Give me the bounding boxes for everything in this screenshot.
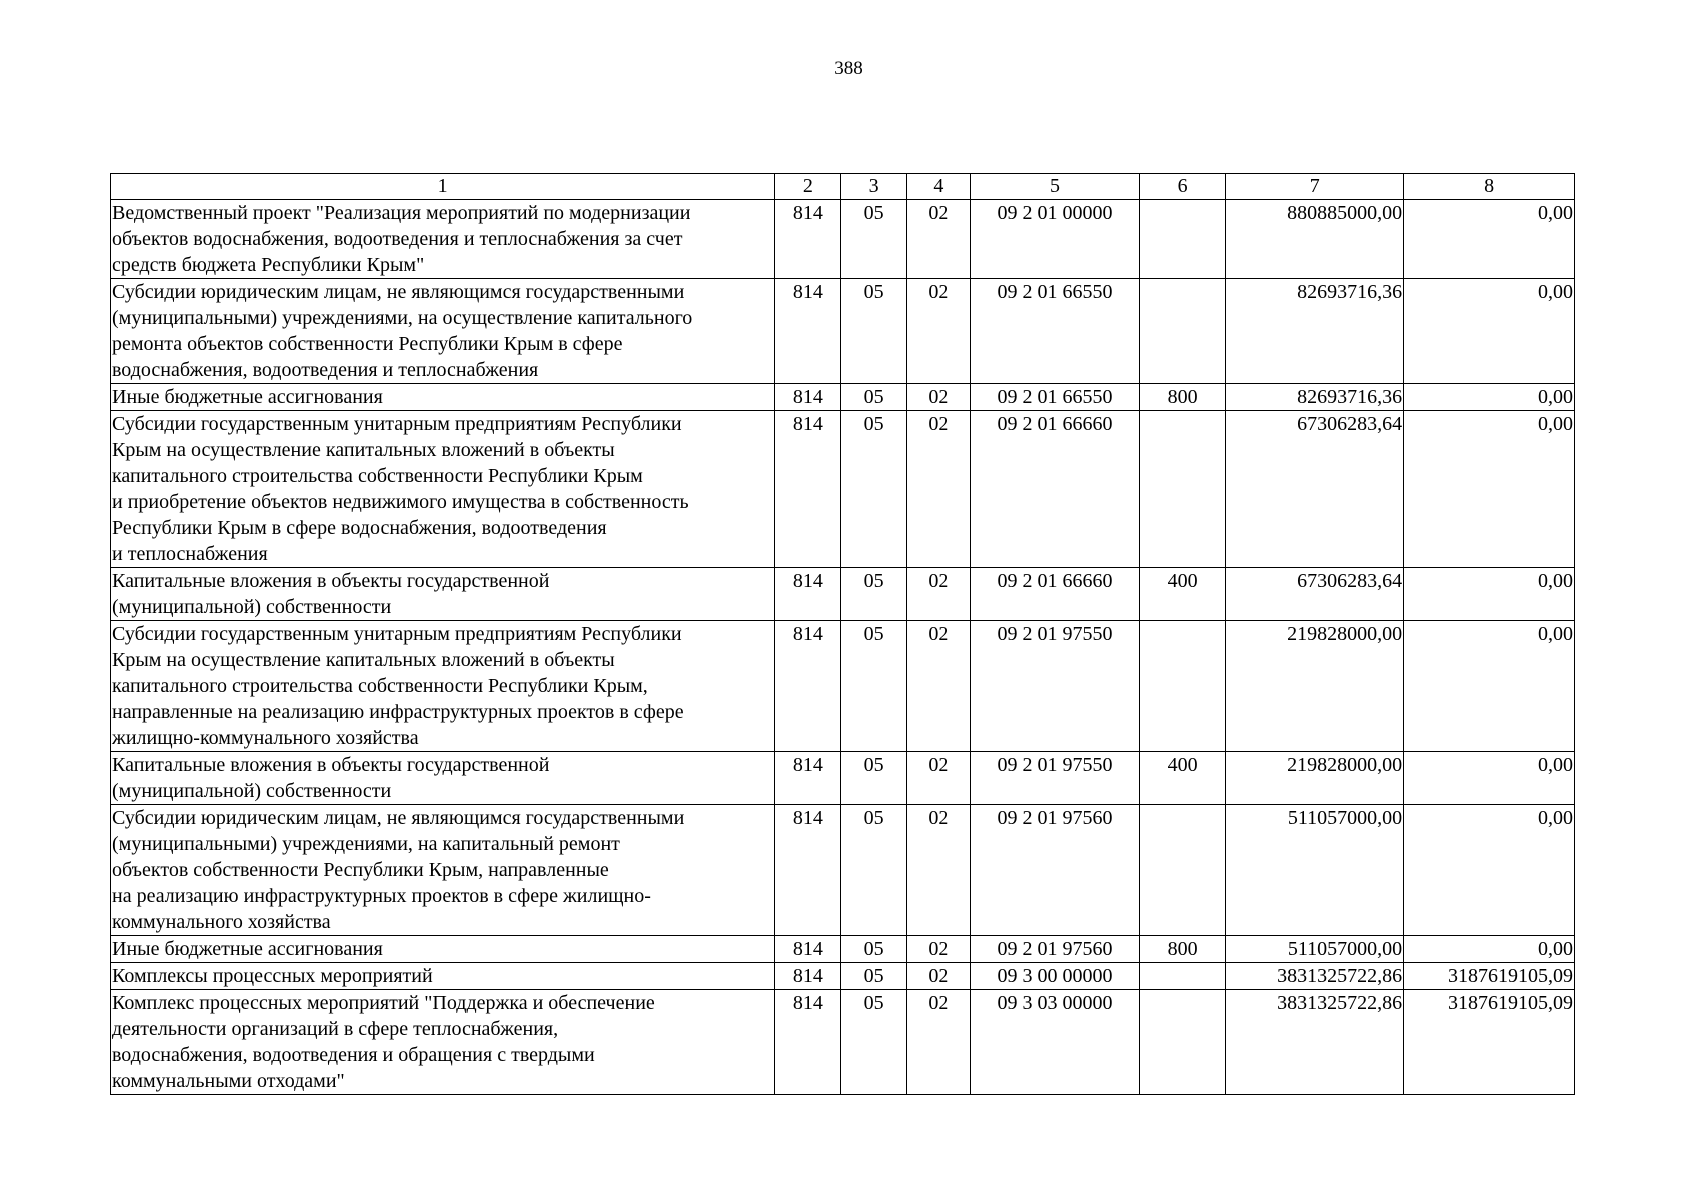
cell-subsection-code: 02: [906, 279, 970, 384]
cell-amount-col8: 0,00: [1404, 936, 1575, 963]
cell-amount-col7: 511057000,00: [1226, 936, 1404, 963]
cell-ministry-code: 814: [775, 936, 841, 963]
cell-subsection-code: 02: [906, 384, 970, 411]
column-header: 2: [775, 174, 841, 200]
cell-target-code: 09 2 01 66660: [971, 568, 1140, 621]
table-row: [111, 621, 1575, 752]
cell-section-code: 05: [841, 805, 906, 936]
cell-expense-type: [1139, 963, 1225, 990]
cell-amount-col7: 219828000,00: [1226, 621, 1404, 752]
column-header: 8: [1404, 174, 1575, 200]
cell-ministry-code: 814: [775, 805, 841, 936]
cell-target-code: 09 3 03 00000: [971, 990, 1140, 1095]
cell-section-code: 05: [841, 384, 906, 411]
cell-ministry-code: 814: [775, 752, 841, 805]
cell-amount-col7: 82693716,36: [1226, 384, 1404, 411]
cell-ministry-code: 814: [775, 990, 841, 1095]
cell-expense-type: [1139, 990, 1225, 1095]
row-name: Капитальные вложения в объекты государственной (муниципальной) собственности: [111, 752, 775, 805]
cell-section-code: 05: [841, 752, 906, 805]
cell-subsection-code: 02: [906, 752, 970, 805]
cell-amount-col8: 0,00: [1404, 752, 1575, 805]
cell-expense-type: [1139, 411, 1225, 568]
cell-amount-col8: 3187619105,09: [1404, 990, 1575, 1095]
table-row: [111, 411, 1575, 568]
cell-amount-col7: 219828000,00: [1226, 752, 1404, 805]
cell-section-code: 05: [841, 936, 906, 963]
cell-amount-col7: 82693716,36: [1226, 279, 1404, 384]
row-name: Ведомственный проект "Реализация мероприятий по модернизации объектов водоснабжения, водоотведения и теплоснабжения за счет средств бюджета Республики Крым": [111, 200, 775, 279]
cell-expense-type: 400: [1139, 568, 1225, 621]
cell-amount-col7: 3831325722,86: [1226, 963, 1404, 990]
cell-section-code: 05: [841, 990, 906, 1095]
cell-amount-col7: 880885000,00: [1226, 200, 1404, 279]
cell-amount-col7: 67306283,64: [1226, 568, 1404, 621]
table-row: [111, 279, 1575, 384]
cell-subsection-code: 02: [906, 411, 970, 568]
cell-amount-col8: 3187619105,09: [1404, 963, 1575, 990]
cell-subsection-code: 02: [906, 805, 970, 936]
row-name: Капитальные вложения в объекты государственной (муниципальной) собственности: [111, 568, 775, 621]
cell-amount-col8: 0,00: [1404, 279, 1575, 384]
cell-expense-type: [1139, 805, 1225, 936]
column-header: 3: [841, 174, 906, 200]
budget-table: [110, 173, 1575, 1095]
cell-ministry-code: 814: [775, 279, 841, 384]
cell-expense-type: 400: [1139, 752, 1225, 805]
cell-amount-col7: 3831325722,86: [1226, 990, 1404, 1095]
cell-amount-col8: 0,00: [1404, 621, 1575, 752]
table-row: [111, 752, 1575, 805]
cell-target-code: 09 2 01 97560: [971, 805, 1140, 936]
table-row: [111, 990, 1575, 1095]
cell-expense-type: 800: [1139, 384, 1225, 411]
cell-subsection-code: 02: [906, 990, 970, 1095]
cell-target-code: 09 2 01 66550: [971, 279, 1140, 384]
cell-subsection-code: 02: [906, 936, 970, 963]
cell-section-code: 05: [841, 411, 906, 568]
cell-target-code: 09 2 01 97550: [971, 752, 1140, 805]
table-row: [111, 805, 1575, 936]
cell-amount-col7: 67306283,64: [1226, 411, 1404, 568]
cell-section-code: 05: [841, 200, 906, 279]
cell-ministry-code: 814: [775, 384, 841, 411]
cell-expense-type: [1139, 621, 1225, 752]
cell-target-code: 09 2 01 00000: [971, 200, 1140, 279]
cell-subsection-code: 02: [906, 963, 970, 990]
row-name: Субсидии юридическим лицам, не являющимся государственными (муниципальными) учреждениями, на осуществление капитального ремонта объектов собственности Республики Крым в сфере водоснабжения, водоотведения и теплоснабжения: [111, 279, 775, 384]
cell-subsection-code: 02: [906, 200, 970, 279]
cell-target-code: 09 2 01 97560: [971, 936, 1140, 963]
row-name: Субсидии государственным унитарным предприятиям Республики Крым на осуществление капитальных вложений в объекты капитального строительства собственности Республики Крым, направленные на реализацию инфраструктурных проектов в сфере жилищно-коммунального хозяйства: [111, 621, 775, 752]
header-row: [111, 174, 1575, 200]
cell-amount-col7: 511057000,00: [1226, 805, 1404, 936]
row-name: Иные бюджетные ассигнования: [111, 384, 775, 411]
cell-amount-col8: 0,00: [1404, 411, 1575, 568]
table-row: [111, 936, 1575, 963]
table-row: [111, 568, 1575, 621]
cell-section-code: 05: [841, 621, 906, 752]
cell-amount-col8: 0,00: [1404, 568, 1575, 621]
table-row: [111, 963, 1575, 990]
cell-target-code: 09 3 00 00000: [971, 963, 1140, 990]
row-name: Комплекс процессных мероприятий "Поддержка и обеспечение деятельности организаций в сфере теплоснабжения, водоснабжения, водоотведения и обращения с твердыми коммунальными отходами": [111, 990, 775, 1095]
cell-ministry-code: 814: [775, 411, 841, 568]
row-name: Иные бюджетные ассигнования: [111, 936, 775, 963]
column-header: 4: [906, 174, 970, 200]
table-row: [111, 384, 1575, 411]
cell-subsection-code: 02: [906, 621, 970, 752]
cell-expense-type: [1139, 279, 1225, 384]
cell-ministry-code: 814: [775, 963, 841, 990]
row-name: Субсидии юридическим лицам, не являющимся государственными (муниципальными) учреждениями, на капитальный ремонт объектов собственности Республики Крым, направленные на реализацию инфраструктурных проектов в сфере жилищно- коммунального хозяйства: [111, 805, 775, 936]
column-header: 7: [1226, 174, 1404, 200]
cell-ministry-code: 814: [775, 621, 841, 752]
cell-ministry-code: 814: [775, 200, 841, 279]
column-header: 5: [971, 174, 1140, 200]
column-header: 6: [1139, 174, 1225, 200]
cell-ministry-code: 814: [775, 568, 841, 621]
column-header: 1: [111, 174, 775, 200]
table-row: [111, 200, 1575, 279]
cell-section-code: 05: [841, 568, 906, 621]
row-name: Субсидии государственным унитарным предприятиям Республики Крым на осуществление капитальных вложений в объекты капитального строительства собственности Республики Крым и приобретение объектов недвижимого имущества в собственность Республики Крым в сфере водоснабжения, водоотведения и теплоснабжения: [111, 411, 775, 568]
cell-amount-col8: 0,00: [1404, 200, 1575, 279]
cell-target-code: 09 2 01 97550: [971, 621, 1140, 752]
cell-target-code: 09 2 01 66660: [971, 411, 1140, 568]
cell-amount-col8: 0,00: [1404, 384, 1575, 411]
cell-amount-col8: 0,00: [1404, 805, 1575, 936]
row-name: Комплексы процессных мероприятий: [111, 963, 775, 990]
cell-target-code: 09 2 01 66550: [971, 384, 1140, 411]
cell-section-code: 05: [841, 963, 906, 990]
cell-expense-type: 800: [1139, 936, 1225, 963]
page-number: 388: [834, 58, 863, 79]
cell-expense-type: [1139, 200, 1225, 279]
cell-section-code: 05: [841, 279, 906, 384]
cell-subsection-code: 02: [906, 568, 970, 621]
